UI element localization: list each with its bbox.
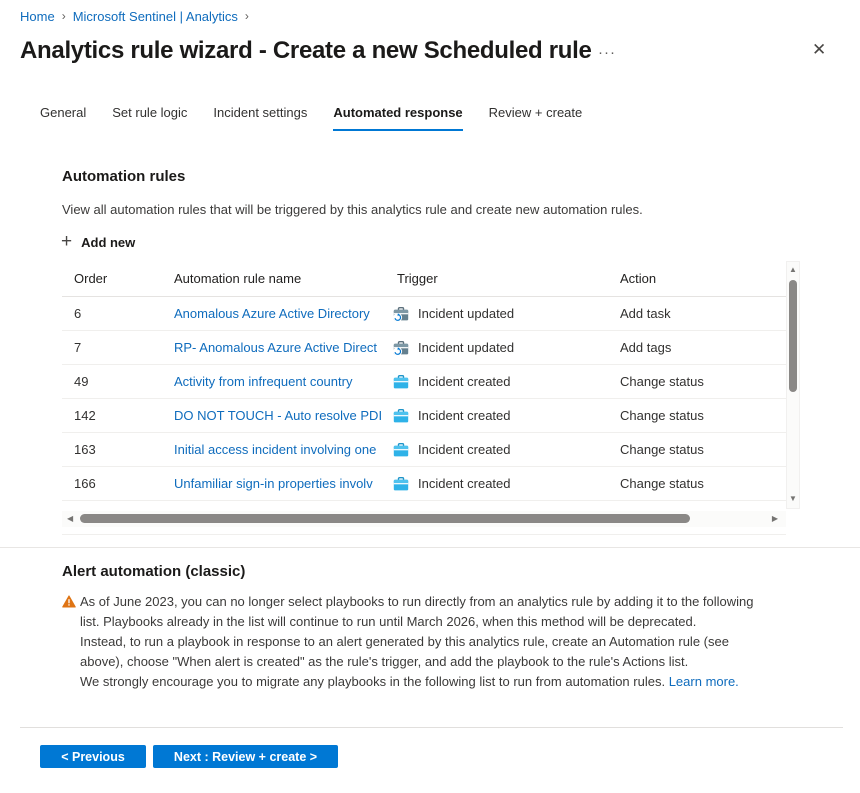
incident-created-icon	[393, 408, 409, 424]
page-title: Analytics rule wizard - Create a new Scheduled rule	[20, 37, 592, 64]
trigger-label: Incident updated	[418, 340, 515, 355]
rule-order: 49	[74, 374, 89, 389]
rule-order: 166	[74, 476, 96, 491]
trigger-label: Incident created	[418, 442, 511, 457]
rule-action: Change status	[620, 476, 704, 491]
horizontal-scrollbar-thumb[interactable]	[80, 514, 690, 523]
plus-icon: +	[61, 231, 73, 252]
rule-name-link[interactable]: Anomalous Azure Active Directory	[174, 306, 370, 321]
automation-rules-heading: Automation rules	[62, 168, 186, 185]
column-header-action: Action	[620, 271, 657, 286]
trigger-label: Incident created	[418, 408, 511, 423]
rule-order: 6	[74, 306, 82, 321]
more-options-icon[interactable]: ···	[598, 44, 616, 61]
rule-name-link[interactable]: RP- Anomalous Azure Active Direct	[174, 340, 378, 355]
automation-rules-description: View all automation rules that will be triggered by this analytics rule and create new automation rules.	[62, 202, 643, 217]
incident-updated-icon	[393, 306, 409, 322]
breadcrumb-home-link[interactable]: Home	[20, 9, 55, 24]
rule-action: Change status	[620, 374, 704, 389]
scroll-left-icon[interactable]: ◀	[67, 514, 74, 523]
section-divider	[0, 547, 860, 548]
table-row	[62, 433, 786, 467]
rule-order: 163	[74, 442, 96, 457]
warning-line: We strongly encourage you to migrate any playbooks in the following list to run from automation rules. Learn more.	[80, 674, 739, 689]
rule-name-link[interactable]: DO NOT TOUCH - Auto resolve PDI	[174, 408, 383, 423]
footer-divider	[20, 727, 843, 728]
chevron-right-icon: ›	[244, 8, 249, 23]
add-new-button[interactable]	[61, 233, 135, 252]
close-icon[interactable]: ✕	[812, 40, 827, 59]
rule-order: 142	[74, 408, 96, 423]
rule-action: Add tags	[620, 340, 672, 355]
vertical-scrollbar[interactable]	[786, 261, 800, 509]
learn-more-link[interactable]: Learn more.	[668, 674, 739, 689]
alert-automation-classic-heading: Alert automation (classic)	[62, 563, 246, 580]
table-row	[62, 399, 786, 433]
rule-name-link[interactable]: Initial access incident involving one	[174, 442, 377, 457]
warning-line: above), choose "When alert is created" as the rule's trigger, and add the playbook to the rule's Actions list.	[80, 654, 689, 669]
tab-set-rule-logic[interactable]: Set rule logic	[112, 105, 188, 120]
next-review-create-button[interactable]: Next : Review + create >	[153, 745, 338, 768]
table-row	[62, 297, 786, 331]
tab-automated-response[interactable]: Automated response	[333, 105, 462, 131]
rule-action: Add task	[620, 306, 671, 321]
add-new-label: Add new	[81, 235, 136, 250]
table-header-row	[62, 261, 786, 297]
scroll-down-icon[interactable]: ▼	[789, 494, 797, 503]
automation-rules-table	[62, 261, 786, 509]
tab-review-create[interactable]: Review + create	[488, 105, 583, 120]
incident-created-icon	[393, 374, 409, 390]
breadcrumb	[20, 9, 249, 24]
vertical-scrollbar-thumb[interactable]	[789, 280, 797, 392]
rule-order: 7	[74, 340, 82, 355]
warning-line: As of June 2023, you can no longer select playbooks to run directly from an analytics rule by adding it to the following	[80, 594, 754, 609]
tab-general[interactable]: General	[40, 105, 87, 120]
incident-updated-icon	[393, 340, 409, 356]
warning-line: Instead, to run a playbook in response to an alert generated by this analytics rule, create an Automation rule (see	[80, 634, 729, 649]
table-row	[62, 365, 786, 399]
previous-button[interactable]: < Previous	[40, 745, 146, 768]
wizard-tabs	[40, 105, 582, 131]
scroll-right-icon[interactable]: ▶	[771, 514, 778, 523]
incident-created-icon	[393, 476, 409, 492]
warning-line: list. Playbooks already in the list will continue to run until March 2026, when this method will be deprecated.	[80, 614, 697, 629]
column-header-trigger: Trigger	[397, 271, 438, 286]
horizontal-scrollbar[interactable]	[62, 511, 786, 527]
breadcrumb-sentinel-analytics-link[interactable]: Microsoft Sentinel | Analytics	[72, 9, 238, 24]
trigger-label: Incident created	[418, 374, 511, 389]
chevron-right-icon: ›	[61, 8, 66, 23]
table-row	[62, 331, 786, 365]
column-header-name: Automation rule name	[174, 271, 302, 286]
scroll-up-icon[interactable]: ▲	[789, 265, 797, 274]
tab-incident-settings[interactable]: Incident settings	[213, 105, 308, 120]
rule-action: Change status	[620, 442, 704, 457]
rule-name-link[interactable]: Unfamiliar sign-in properties involv	[174, 476, 373, 491]
table-row	[62, 467, 786, 501]
rule-name-link[interactable]: Activity from infrequent country	[174, 374, 353, 389]
trigger-label: Incident created	[418, 476, 511, 491]
column-header-order: Order	[74, 271, 108, 286]
rule-action: Change status	[620, 408, 704, 423]
warning-triangle-icon	[62, 595, 76, 613]
deprecation-warning-text	[80, 592, 782, 692]
incident-created-icon	[393, 442, 409, 458]
trigger-label: Incident updated	[418, 306, 515, 321]
